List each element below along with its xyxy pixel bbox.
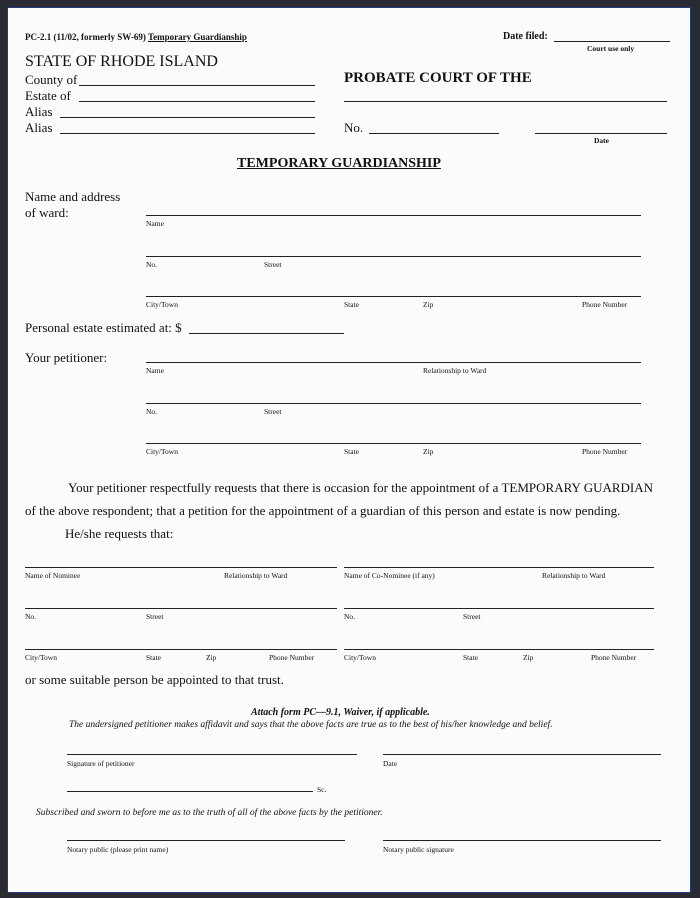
- estate-label: Estate of: [25, 88, 71, 103]
- probate-court-heading: PROBATE COURT OF THE: [344, 70, 532, 86]
- ward-state-caption: State: [344, 300, 359, 309]
- date-filed-line[interactable]: [554, 41, 670, 42]
- petitioner-signature-caption: Signature of petitioner: [67, 759, 135, 768]
- nominee-relationship-caption: Relationship to Ward: [224, 571, 288, 580]
- conominee-state-caption: State: [463, 653, 478, 662]
- nominee-city-line[interactable]: [25, 649, 337, 650]
- petitioner-street-caption: Street: [264, 407, 282, 416]
- ward-street-caption: Street: [264, 260, 282, 269]
- sc-line[interactable]: [67, 791, 313, 792]
- alias-line-1[interactable]: [60, 117, 315, 118]
- nominee-name-caption: Name of Nominee: [25, 571, 81, 580]
- notary-signature-line[interactable]: [383, 840, 661, 841]
- petitioner-relationship-caption: Relationship to Ward: [423, 366, 487, 375]
- signature-date-caption: Date: [383, 759, 398, 768]
- nominee-phone-caption: Phone Number: [269, 653, 315, 662]
- form-name: Temporary Guardianship: [147, 32, 247, 42]
- estate-estimate-line[interactable]: [189, 333, 344, 334]
- ward-street-line[interactable]: [146, 256, 641, 257]
- nominee-city-caption: City/Town: [25, 653, 57, 662]
- ward-name-line[interactable]: [146, 215, 641, 216]
- signature-date-line[interactable]: [383, 754, 661, 755]
- conominee-relationship-caption: Relationship to Ward: [542, 571, 606, 580]
- county-label: County of: [25, 72, 78, 87]
- alias-line-2[interactable]: [60, 133, 315, 134]
- document-title: TEMPORARY GUARDIANSHIP: [237, 156, 441, 171]
- petitioner-name-caption: Name: [146, 366, 164, 375]
- case-no-line[interactable]: [369, 133, 499, 134]
- petitioner-signature-line[interactable]: [67, 754, 357, 755]
- request-paragraph-line1: Your petitioner respectfully requests that there is occasion for the appointment of a TEMPORARY GUARDIAN: [68, 480, 654, 495]
- ward-zip-caption: Zip: [423, 300, 434, 309]
- sc-label: Sc.: [317, 785, 327, 794]
- conominee-city-line[interactable]: [344, 649, 654, 650]
- petitioner-label: Your petitioner:: [25, 350, 108, 365]
- request-paragraph-line2: of the above respondent; that a petition for the appointment of a guardian of this person and estate is now pending.: [25, 503, 621, 518]
- petitioner-city-line[interactable]: [146, 443, 641, 444]
- notary-name-line[interactable]: [67, 840, 345, 841]
- ward-label-line2: of ward:: [25, 205, 69, 220]
- case-no-label: No.: [344, 120, 364, 135]
- form-code: PC-2.1 (11/02, formerly SW-69): [25, 32, 146, 42]
- ward-city-line[interactable]: [146, 296, 641, 297]
- alias-label-2: Alias: [25, 120, 53, 135]
- conominee-zip-caption: Zip: [523, 653, 534, 662]
- state-heading: STATE OF RHODE ISLAND: [25, 53, 218, 70]
- petitioner-name-line[interactable]: [146, 362, 641, 363]
- requests-label: He/she requests that:: [65, 526, 174, 541]
- nominee-state-caption: State: [146, 653, 161, 662]
- nominee-street-line[interactable]: [25, 608, 337, 609]
- date-filed-label: Date filed:: [503, 31, 548, 42]
- county-line[interactable]: [79, 85, 315, 86]
- caption-date-caption: Date: [594, 136, 609, 145]
- subscribed-text: Subscribed and sworn to before me as to the truth of all of the above facts by the petitioner.: [36, 808, 383, 818]
- suitable-person-text: or some suitable person be appointed to that trust.: [25, 672, 284, 687]
- conominee-no-caption: No.: [344, 612, 356, 621]
- nominee-no-caption: No.: [25, 612, 37, 621]
- alias-label-1: Alias: [25, 104, 53, 119]
- form-header-code: [25, 32, 247, 42]
- conominee-name-caption: Name of Co-Nominee (if any): [344, 571, 435, 580]
- affidavit-text: The undersigned petitioner makes affidavit and says that the above facts are true as to the best of his/her knowledge and belief.: [69, 720, 553, 730]
- estate-line[interactable]: [79, 101, 315, 102]
- estate-estimate-label: Personal estate estimated at: $: [25, 320, 182, 335]
- conominee-name-line[interactable]: [344, 567, 654, 568]
- ward-no-caption: No.: [146, 260, 158, 269]
- nominee-name-line[interactable]: [25, 567, 337, 568]
- petitioner-phone-caption: Phone Number: [582, 447, 628, 456]
- petitioner-city-caption: City/Town: [146, 447, 178, 456]
- nominee-zip-caption: Zip: [206, 653, 217, 662]
- petitioner-state-caption: State: [344, 447, 359, 456]
- notary-name-caption: Notary public (please print name): [67, 845, 169, 854]
- petitioner-zip-caption: Zip: [423, 447, 434, 456]
- ward-city-caption: City/Town: [146, 300, 178, 309]
- notary-signature-caption: Notary public signature: [383, 845, 454, 854]
- conominee-phone-caption: Phone Number: [591, 653, 637, 662]
- ward-name-caption: Name: [146, 219, 164, 228]
- conominee-street-caption: Street: [463, 612, 481, 621]
- probate-court-line[interactable]: [344, 101, 667, 102]
- form-page: [7, 7, 691, 893]
- conominee-city-caption: City/Town: [344, 653, 376, 662]
- nominee-street-caption: Street: [146, 612, 164, 621]
- ward-phone-caption: Phone Number: [582, 300, 628, 309]
- ward-label-line1: Name and address: [25, 189, 121, 204]
- petitioner-street-line[interactable]: [146, 403, 641, 404]
- conominee-street-line[interactable]: [344, 608, 654, 609]
- petitioner-no-caption: No.: [146, 407, 158, 416]
- attach-note: Attach form PC—9.1, Waiver, if applicable.: [251, 707, 430, 718]
- caption-date-line[interactable]: [535, 133, 667, 134]
- court-use-only: Court use only: [587, 44, 635, 53]
